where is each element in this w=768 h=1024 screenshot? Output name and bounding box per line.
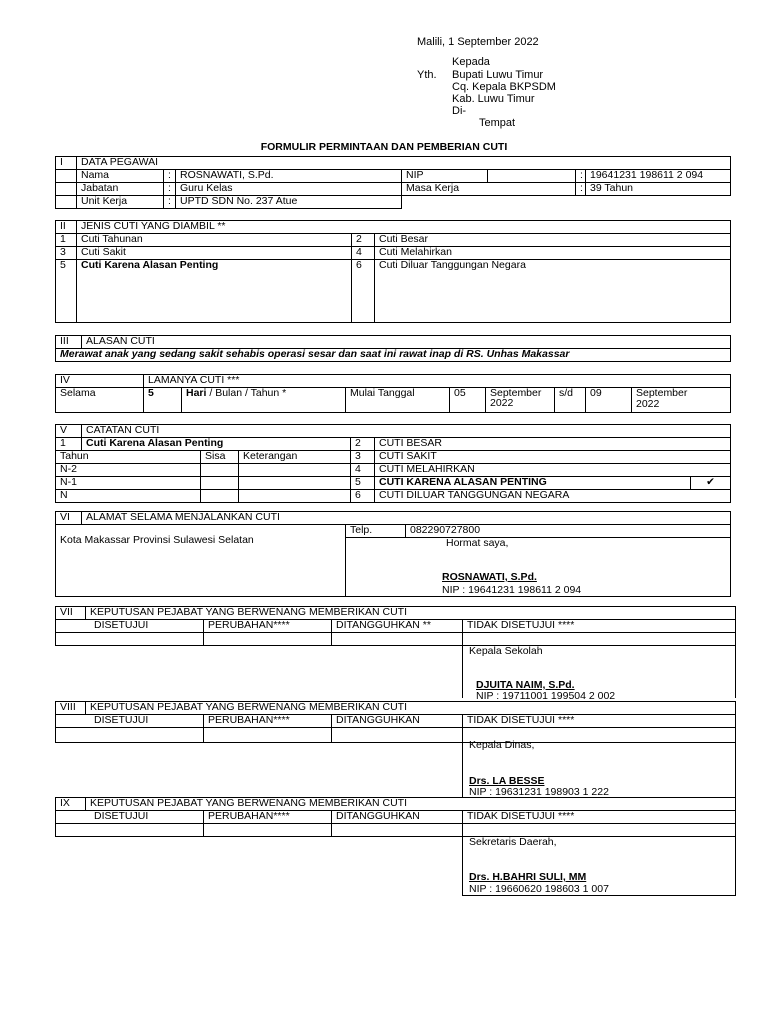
end-day: 09 [586,388,632,413]
tahun-row: N [56,490,201,503]
item-number: 1 [56,234,77,247]
item-number: 2 [351,438,375,451]
col-perubahan: PERUBAHAN**** [204,715,332,728]
section-title: ALASAN CUTI [82,336,731,349]
approver-role: Kepala Sekolah [469,645,543,657]
hari-unit: Hari [186,387,207,399]
sd-label: s/d [555,388,586,413]
section-jenis-cuti [55,220,731,323]
col-tidak-disetujui: TIDAK DISETUJUI **** [463,811,736,824]
alamat-value: Kota Makassar Provinsi Sulawesi Selatan [56,525,346,597]
section-title: KEPUTUSAN PEJABAT YANG BERWENANG MEMBERIKAN CUTI [86,607,736,620]
approver-name: DJUITA NAIM, S.Pd. [476,679,575,691]
hormat-saya: Hormat saya, [446,537,509,549]
keterangan-header: Keterangan [239,451,351,464]
section-title: CATATAN CUTI [82,425,731,438]
unit-kerja-value: UPTD SDN No. 237 Atue [176,196,402,209]
lama-value: 5 [144,388,182,413]
nama-value: ROSNAWATI, S.Pd. [176,170,402,183]
item-number: 5 [351,477,375,490]
approver-name: Drs. LA BESSE [469,775,545,787]
form-title: FORMULIR PERMINTAAN DAN PEMBERIAN CUTI [260,141,508,153]
section-number: V [56,425,82,438]
end-year: 2022 [636,398,660,410]
tahun-header: Tahun [56,451,201,464]
unit-kerja-label: Unit Kerja [77,196,164,209]
section-number: III [56,336,82,349]
section-lamanya-cuti [55,374,731,413]
section-keputusan-vii [55,606,736,698]
colon: : [576,170,586,183]
item-number: 3 [56,247,77,260]
item-number: 5 [56,260,77,323]
section-number: VIII [56,702,86,715]
telp-label: Telp. [346,525,406,538]
cuti-type-option: Cuti Besar [375,234,731,247]
approver-role: Sekretaris Daerah, [469,836,557,848]
section-data-pegawai [55,156,731,209]
colon: : [164,196,176,209]
col-disetujui: DISETUJUI [56,620,204,633]
section-title: KEPUTUSAN PEJABAT YANG BERWENANG MEMBERIKAN CUTI [86,798,736,811]
cuti-type-option: Cuti Diluar Tanggungan Negara [375,260,731,323]
approver-role: Kepala Dinas, [469,739,535,751]
col-perubahan: PERUBAHAN**** [204,620,332,633]
telp-value: 082290727800 [406,525,731,538]
colon: : [576,183,586,196]
section-number: VI [56,512,82,525]
nama-label: Nama [77,170,164,183]
section-title: LAMANYA CUTI *** [144,375,731,388]
checkmark-icon: ✔ [691,477,731,490]
section-title: DATA PEGAWAI [77,157,731,170]
unit-options: / Bulan / Tahun * [206,387,287,399]
sisa-header: Sisa [201,451,239,464]
signer-name: ROSNAWATI, S.Pd. [442,571,537,583]
tahun-row: N-1 [56,477,201,490]
addressee-line-3: Kab. Luwu Timur [452,93,535,105]
catatan-type-selected: CUTI KARENA ALASAN PENTING [375,477,691,490]
item-number: 4 [352,247,375,260]
masa-kerja-label: Masa Kerja [402,183,576,196]
catatan-type: CUTI MELAHIRKAN [375,464,731,477]
approver-nip: NIP : 19631231 198903 1 222 [469,786,609,798]
selama-label: Selama [56,388,144,413]
section-alasan-cuti [55,335,731,362]
col-disetujui: DISETUJUI [56,811,204,824]
catatan-item: Cuti Karena Alasan Penting [82,438,351,451]
cuti-type-option: Cuti Melahirkan [375,247,731,260]
catatan-type: CUTI DILUAR TANGGUNGAN NEGARA [375,490,731,503]
item-number: 6 [352,260,375,323]
item-number: 2 [352,234,375,247]
section-number: VII [56,607,86,620]
colon: : [164,170,176,183]
item-number: 3 [351,451,375,464]
nip-value: 19641231 198611 2 094 [586,170,731,183]
cuti-type-option-selected: Cuti Karena Alasan Penting [77,260,352,323]
addressee-line-1: Bupati Luwu Timur [452,69,544,81]
item-number: 1 [56,438,82,451]
item-number: 6 [351,490,375,503]
section-number: I [56,157,77,170]
section-number: II [56,221,77,234]
section-catatan-cuti [55,424,731,503]
col-tidak-disetujui: TIDAK DISETUJUI **** [463,620,736,633]
yth-label: Yth. [417,69,437,81]
section-alamat [55,511,731,597]
col-disetujui: DISETUJUI [56,715,204,728]
tempat-label: Tempat [479,117,516,129]
cuti-type-option: Cuti Tahunan [77,234,352,247]
approver-nip: NIP : 19711001 199504 2 002 [476,690,616,702]
tahun-row: N-2 [56,464,201,477]
catatan-type: CUTI SAKIT [375,451,731,464]
addressee-line-4: Di- [452,105,467,117]
start-year: 2022 [490,397,514,409]
col-ditangguhkan: DITANGGUHKAN ** [332,620,463,633]
alasan-text: Merawat anak yang sedang sakit sehabis operasi sesar dan saat ini rawat inap di RS. Unhas Makassar [56,349,731,362]
start-month: September [490,387,542,399]
item-number: 4 [351,464,375,477]
section-number: IX [56,798,86,811]
section-title: KEPUTUSAN PEJABAT YANG BERWENANG MEMBERIKAN CUTI [86,702,736,715]
end-month: September [636,387,688,399]
nip-label: NIP [402,170,488,183]
mulai-label: Mulai Tanggal [346,388,450,413]
section-title: JENIS CUTI YANG DIAMBIL ** [77,221,731,234]
start-day: 05 [450,388,486,413]
jabatan-label: Jabatan [77,183,164,196]
addressee-line-2: Cq. Kepala BKPSDM [452,81,556,93]
section-title: ALAMAT SELAMA MENJALANKAN CUTI [82,512,731,525]
cuti-type-option: Cuti Sakit [77,247,352,260]
col-tidak-disetujui: TIDAK DISETUJUI **** [463,715,736,728]
kepada-label: Kepada [452,56,490,68]
col-perubahan: PERUBAHAN**** [204,811,332,824]
place-date: Malili, 1 September 2022 [417,36,539,48]
section-number: IV [56,375,144,388]
col-ditangguhkan: DITANGGUHKAN [332,811,463,824]
section-keputusan-viii [55,701,736,797]
signer-nip: NIP : 19641231 198611 2 094 [442,584,582,596]
jabatan-value: Guru Kelas [176,183,402,196]
approver-name: Drs. H.BAHRI SULI, MM [469,871,587,883]
section-keputusan-ix [55,797,736,896]
catatan-type: CUTI BESAR [375,438,731,451]
masa-kerja-value: 39 Tahun [586,183,731,196]
colon: : [164,183,176,196]
approver-nip: NIP : 19660620 198603 1 007 [469,883,609,895]
col-ditangguhkan: DITANGGUHKAN [332,715,463,728]
